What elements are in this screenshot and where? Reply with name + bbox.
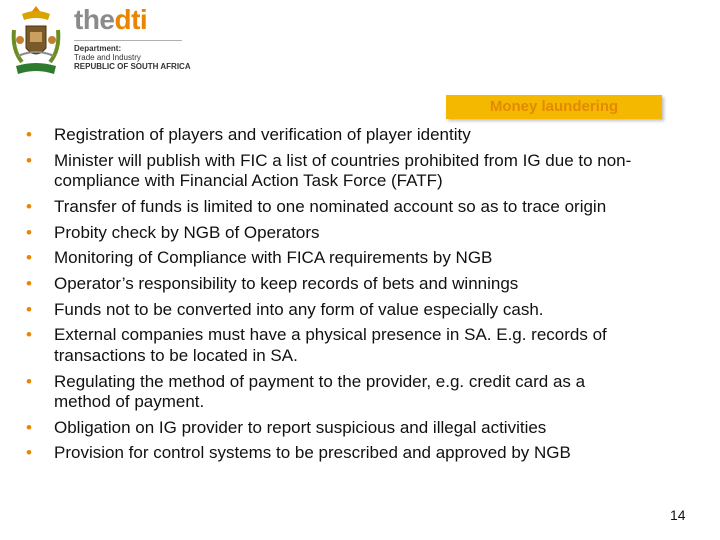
bullet-item [26,418,646,439]
bullet-dot-icon: • [26,125,32,144]
bullet-item [26,325,646,366]
bullet-text: Minister will publish with FIC a list of countries prohibited from IG due to non-compliance with Financial Action Task Force (FATF) [54,150,632,191]
logo-the: the [74,4,115,35]
bullet-list [26,125,646,469]
bullet-text: Funds not to be converted into any form of value especially cash. [54,299,544,319]
bullet-dot-icon: • [26,417,32,437]
bullet-dot-icon: • [26,248,32,268]
bullet-item [26,223,646,244]
bullet-item [26,125,646,146]
bullet-text: Obligation on IG provider to report suspicious and illegal activities [54,417,547,437]
dept-line-3: REPUBLIC OF SOUTH AFRICA [74,62,191,71]
bullet-text: Operator’s responsibility to keep records of bets and winnings [54,273,519,293]
bullet-dot-icon: • [26,325,32,345]
bullet-dot-icon: • [26,222,32,242]
bullet-dot-icon: • [26,196,32,216]
dept-line-2: Trade and Industry [74,53,141,62]
bullet-dot-icon: • [26,443,32,463]
bullet-text: External companies must have a physical presence in SA. E.g. records of transactions to be located in SA. [54,325,607,365]
bullet-item [26,274,646,295]
slide-header [0,0,720,90]
coat-of-arms-icon [8,4,64,82]
page-number: 14 [670,507,686,523]
bullet-dot-icon: • [26,299,32,319]
bullet-text: Probity check by NGB of Operators [54,222,320,242]
bullet-text: Transfer of funds is limited to one nominated account so as to trace origin [54,196,607,216]
dti-logo [74,4,147,36]
bullet-item [26,197,646,218]
bullet-text: Monitoring of Compliance with FICA requirements by NGB [54,248,493,268]
bullet-item [26,248,646,269]
bullet-item [26,300,646,321]
bullet-item [26,443,646,464]
department-label [74,44,191,71]
bullet-text: Regulating the method of payment to the provider, e.g. credit card as a method of payment. [54,371,586,411]
dept-line-1: Department: [74,44,122,53]
slide-title-bar [446,95,662,119]
logo-divider [74,40,182,41]
bullet-dot-icon: • [26,371,32,391]
bullet-text: Registration of players and verification of player identity [54,125,471,144]
bullet-item [26,151,646,192]
logo-dti: dti [114,4,148,35]
bullet-dot-icon: • [26,273,32,293]
bullet-item [26,372,646,413]
bullet-dot-icon: • [26,150,32,170]
slide-title: Money laundering [489,98,619,115]
bullet-text: Provision for control systems to be prescribed and approved by NGB [54,443,571,463]
